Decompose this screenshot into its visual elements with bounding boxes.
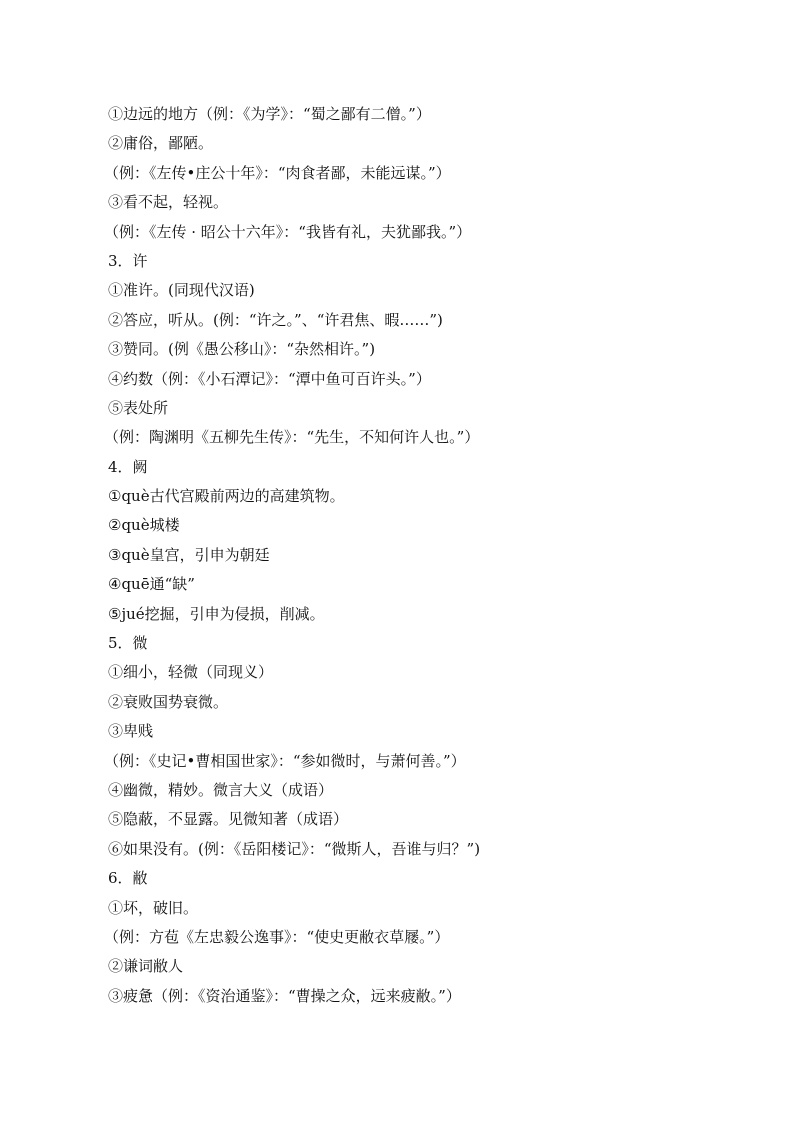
example-line: （例：《左传•庄公十年》：“肉食者鄙，未能远谋。”） (104, 163, 451, 182)
entry-heading: 4．阙 (108, 457, 148, 476)
definition-line: ①准许。(同现代汉语) (108, 281, 255, 300)
entry-heading: 5．微 (108, 634, 148, 653)
definition-line: ①边远的地方（例：《为学》：“蜀之鄙有二僧。”） (108, 105, 431, 123)
definition-line: ④约数（例：《小石潭记》：“潭中鱼可百许头。”） (108, 369, 431, 388)
definition-line: ⑥如果没有。(例：《岳阳楼记》：“微斯人，吾谁与归？”) (108, 839, 481, 858)
definition-line: ④quē通“缺” (108, 575, 195, 594)
entry-heading: 6．敝 (108, 869, 148, 888)
definition-line: ⑤表处所 (108, 398, 169, 417)
definition-line: ③疲惫（例：《资治通鉴》：“曹操之众，远来疲敝。”） (108, 986, 461, 1005)
example-line: （例：《史记•曹相国世家》：“参如微时，与萧何善。”） (104, 751, 466, 770)
definition-line: ①què古代宫殿前两边的高建筑物。 (108, 487, 345, 506)
definition-line: ②答应，听从。(例：“许之。”、“许君焦、暇……”) (108, 310, 443, 329)
entry-heading: 3．许 (108, 251, 148, 270)
definition-line: ②衰败国势衰微。 (108, 692, 229, 711)
definition-line: ③卑贱 (108, 722, 154, 741)
example-line: （例：陶渊明《五柳先生传》：“先生，不知何许人也。”） (104, 428, 480, 447)
definition-line: ②谦词敝人 (108, 957, 184, 976)
example-line: （例：《左传 · 昭公十六年》：“我皆有礼，夫犹鄙我。”） (104, 222, 472, 241)
document-page (104, 100, 728, 1011)
definition-line: ②庸俗，鄙陋。 (108, 134, 214, 153)
definition-line: ⑤隐蔽，不显露。见微知著（成语） (108, 810, 349, 829)
definition-line: ①坏，破旧。 (108, 898, 199, 917)
definition-line: ①细小，轻微（同现义） (108, 663, 274, 682)
definition-line: ③què皇宫，引申为朝廷 (108, 545, 270, 564)
definition-line: ④幽微，精妙。微言大义（成语） (108, 780, 334, 799)
example-line: （例：方苞《左忠毅公逸事》：“使史更敝衣草屦。”） (104, 927, 450, 946)
definition-line: ②què城楼 (108, 516, 180, 535)
definition-line: ③赞同。(例《愚公移山》：“杂然相许。”) (108, 340, 376, 359)
definition-line: ③看不起，轻视。 (108, 193, 229, 212)
definition-line: ⑤jué挖掘，引申为侵损，削减。 (108, 604, 325, 623)
